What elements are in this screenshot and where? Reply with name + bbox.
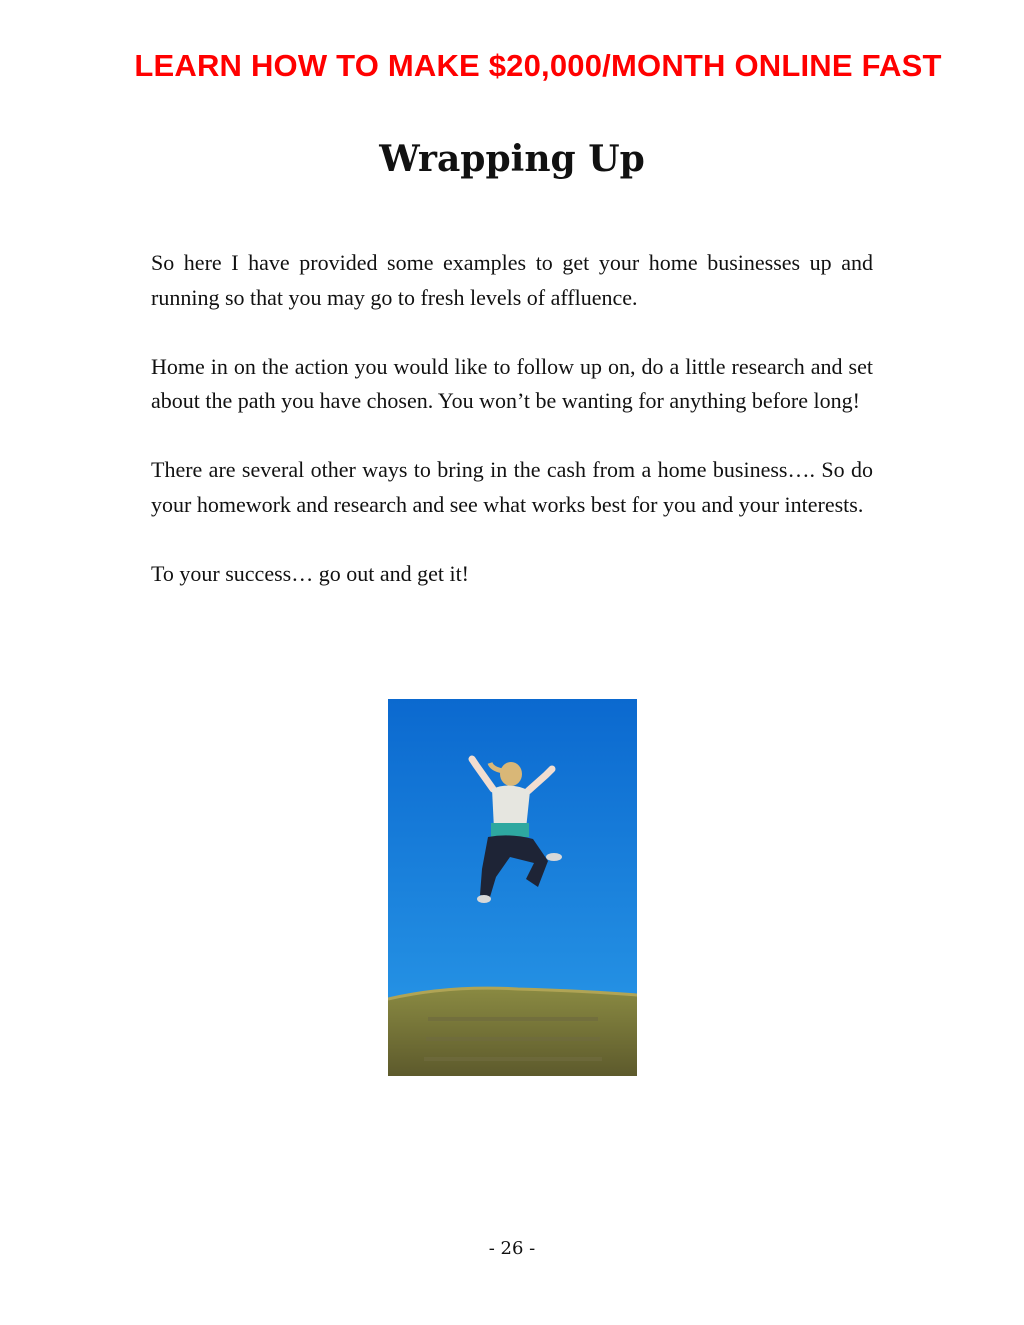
photo-illustration <box>388 699 637 1076</box>
header-banner: LEARN HOW TO MAKE $20,000/MONTH ONLINE FAST <box>134 48 942 83</box>
paragraph: Home in on the action you would like to follow up on, do a little research and set about the path you have chosen. You won’t be wanting for anything before long! <box>151 353 873 413</box>
paragraph: To your success… go out and get it! <box>151 560 470 586</box>
grassy-hill <box>388 988 637 1076</box>
body-text <box>151 246 873 626</box>
jumping-woman-photo <box>388 699 637 1076</box>
paragraph: So here I have provided some examples to get your home businesses up and running so that you may go to fresh levels of affluence. <box>151 250 873 310</box>
paragraph: There are several other ways to bring in the cash from a home business…. So do your homework and research and see what works best for you and your interests. <box>151 457 873 517</box>
page-title: Wrapping Up <box>379 138 645 180</box>
page-number: - 26 - <box>488 1238 536 1259</box>
